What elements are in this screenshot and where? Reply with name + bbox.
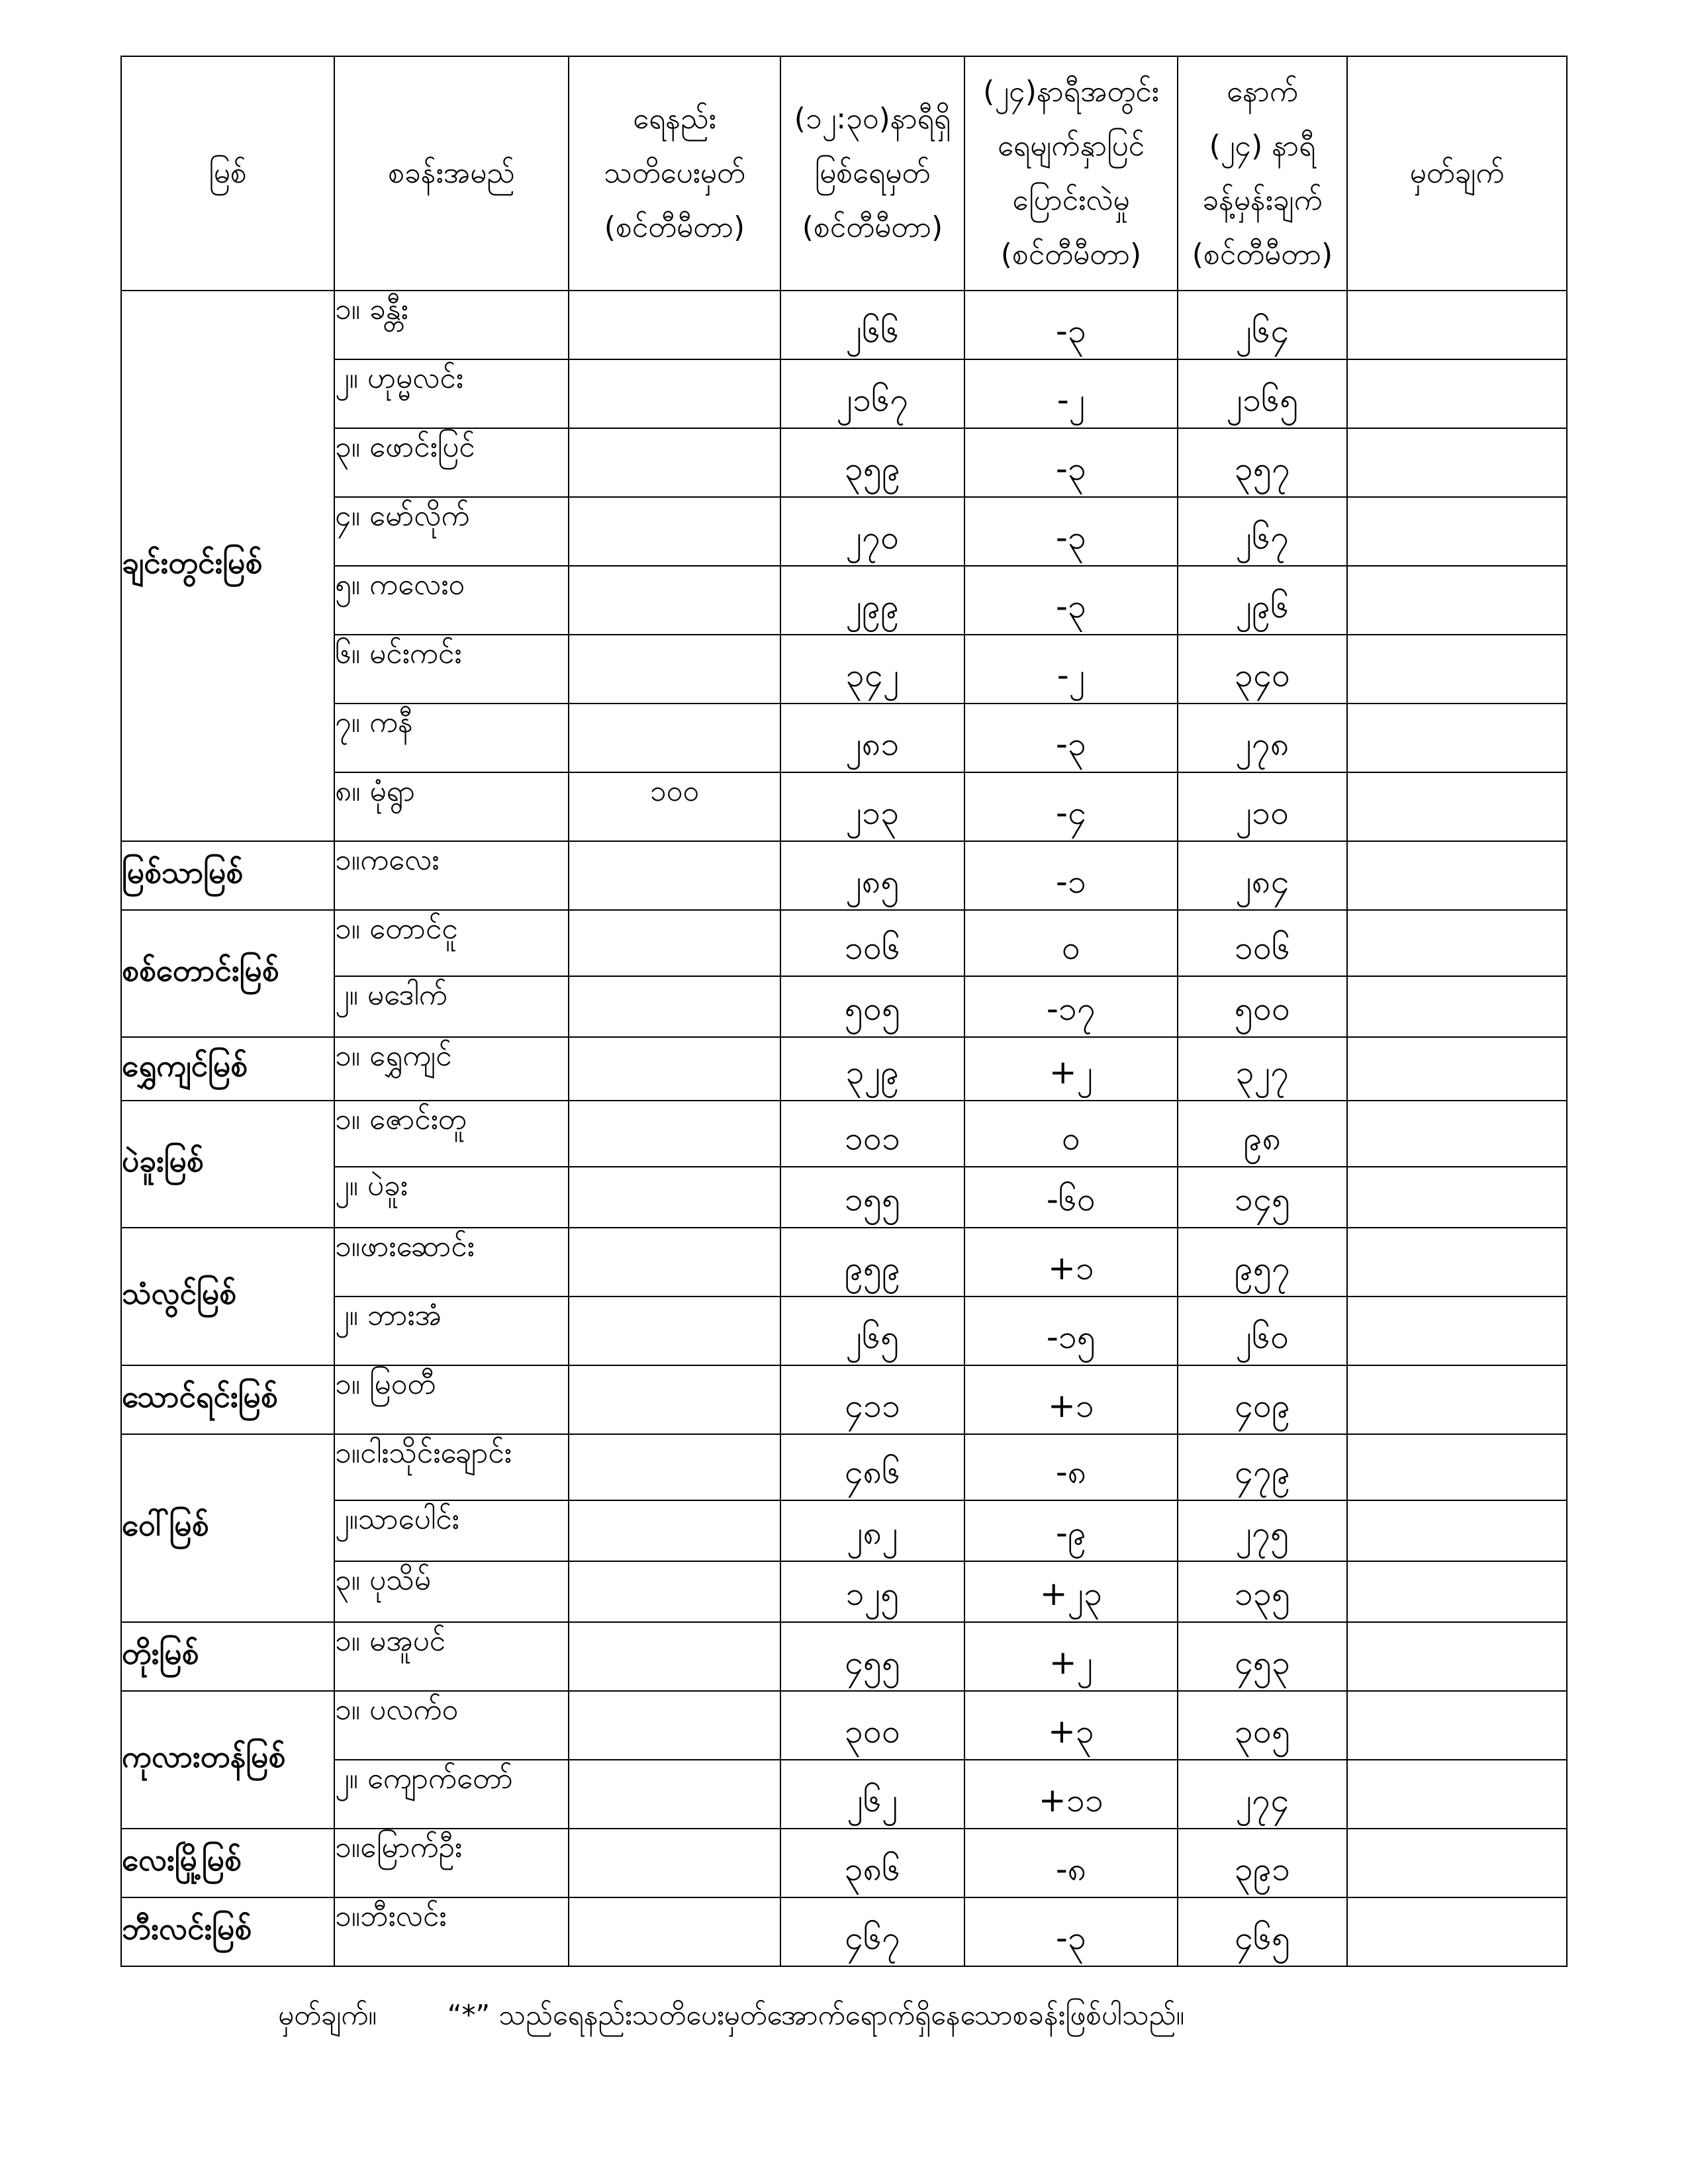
station-cell: ၁။ ဇောင်းတူ: [334, 1101, 569, 1167]
header-level: (၁၂:၃၀)နာရီရှိ မြစ်ရေမှတ် (စင်တီမီတာ): [780, 56, 964, 291]
forecast-cell: ၂၁၀: [1178, 772, 1347, 841]
table-row: [121, 291, 1567, 359]
warning-cell: [569, 428, 780, 497]
level-cell: ၅၀၅: [780, 976, 964, 1037]
footnote-label: မှတ်ချက်။: [278, 1999, 377, 2031]
warning-cell: [569, 1829, 780, 1897]
level-cell: ၃၀၀: [780, 1691, 964, 1760]
forecast-cell: ၅၀၀: [1178, 976, 1347, 1037]
station-cell: ၁။ ပလက်ဝ: [334, 1691, 569, 1760]
level-cell: ၁၂၅: [780, 1561, 964, 1622]
station-cell: ၈။ မုံရွာ: [334, 772, 569, 841]
station-cell: ၆။ မင်းကင်း: [334, 635, 569, 704]
table-row: [121, 566, 1567, 635]
warning-cell: [569, 566, 780, 635]
forecast-cell: ၉၅၇: [1178, 1228, 1347, 1297]
station-cell: ၂။ မဒေါက်: [334, 976, 569, 1037]
level-cell: ၉၅၉: [780, 1228, 964, 1297]
forecast-cell: ၁၄၅: [1178, 1167, 1347, 1228]
level-cell: ၁၀၆: [780, 910, 964, 976]
forecast-cell: ၄၀၉: [1178, 1365, 1347, 1434]
remark-cell: [1347, 1434, 1567, 1500]
remark-cell: [1347, 428, 1567, 497]
station-cell: ၁။ဖားဆောင်း: [334, 1228, 569, 1297]
change-cell: -၂: [964, 359, 1178, 428]
level-cell: ၂၇၀: [780, 497, 964, 566]
warning-cell: [569, 1434, 780, 1500]
level-cell: ၄၅၅: [780, 1622, 964, 1691]
river-name-cell: စစ်တောင်းမြစ်: [121, 910, 334, 1037]
change-cell: +၂: [964, 1037, 1178, 1101]
forecast-cell: ၂၇၈: [1178, 704, 1347, 772]
remark-cell: [1347, 497, 1567, 566]
table-row: [121, 1167, 1567, 1228]
forecast-cell: ၁၀၆: [1178, 910, 1347, 976]
table-row: [121, 635, 1567, 704]
warning-cell: [569, 1622, 780, 1691]
change-cell: +၂: [964, 1622, 1178, 1691]
change-cell: -၁: [964, 841, 1178, 910]
change-cell: -၃: [964, 1897, 1178, 1966]
river-name-cell: ဝေါ်မြစ်: [121, 1434, 334, 1622]
table-row: [121, 1101, 1567, 1167]
level-cell: ၂၆၅: [780, 1297, 964, 1365]
table-row: [121, 910, 1567, 976]
warning-cell: [569, 1500, 780, 1561]
forecast-cell: ၉၈: [1178, 1101, 1347, 1167]
header-change: (၂၄)နာရီအတွင်း ရေမျက်နှာပြင် ပြောင်းလဲမှု (စင်တီမီတာ): [964, 56, 1178, 291]
level-cell: ၂၆၂: [780, 1760, 964, 1829]
remark-cell: [1347, 1897, 1567, 1966]
forecast-cell: ၂၆၇: [1178, 497, 1347, 566]
station-cell: ၃။ ဖောင်းပြင်: [334, 428, 569, 497]
level-cell: ၂၈၅: [780, 841, 964, 910]
station-cell: ၁။ဘီးလင်း: [334, 1897, 569, 1966]
forecast-cell: ၄၇၉: [1178, 1434, 1347, 1500]
level-cell: ၁၅၅: [780, 1167, 964, 1228]
level-cell: ၂၆၆: [780, 291, 964, 359]
river-name-cell: ပဲခူးမြစ်: [121, 1101, 334, 1228]
remark-cell: [1347, 1228, 1567, 1297]
warning-cell: [569, 1897, 780, 1966]
station-cell: ၁။ငါးသိုင်းချောင်း: [334, 1434, 569, 1500]
station-cell: ၂။ ဘားအံ: [334, 1297, 569, 1365]
table-body: [121, 291, 1567, 1966]
forecast-cell: ၂၈၄: [1178, 841, 1347, 910]
header-station: စခန်းအမည်: [334, 56, 569, 291]
forecast-cell: ၃၅၇: [1178, 428, 1347, 497]
remark-cell: [1347, 1101, 1567, 1167]
level-cell: ၂၁၆၇: [780, 359, 964, 428]
warning-cell: [569, 1760, 780, 1829]
station-cell: ၁။ မြဝတီ: [334, 1365, 569, 1434]
station-cell: ၁။မြောက်ဦး: [334, 1829, 569, 1897]
warning-cell: [569, 1297, 780, 1365]
table-row: [121, 1561, 1567, 1622]
warning-cell: [569, 1101, 780, 1167]
header-remark: မှတ်ချက်: [1347, 56, 1567, 291]
remark-cell: [1347, 291, 1567, 359]
warning-cell: [569, 1365, 780, 1434]
level-cell: ၁၀၁: [780, 1101, 964, 1167]
table-row: [121, 1228, 1567, 1297]
remark-cell: [1347, 910, 1567, 976]
remark-cell: [1347, 1500, 1567, 1561]
forecast-cell: ၂၇၄: [1178, 1760, 1347, 1829]
remark-cell: [1347, 359, 1567, 428]
river-name-cell: ချင်းတွင်းမြစ်: [121, 291, 334, 841]
river-name-cell: မြစ်သာမြစ်: [121, 841, 334, 910]
header-river: မြစ်: [121, 56, 334, 291]
station-cell: ၂။ ပဲခူး: [334, 1167, 569, 1228]
remark-cell: [1347, 1561, 1567, 1622]
level-cell: ၂၉၉: [780, 566, 964, 635]
table-row: [121, 1365, 1567, 1434]
table-row: [121, 772, 1567, 841]
table-row: [121, 976, 1567, 1037]
change-cell: +၁၁: [964, 1760, 1178, 1829]
forecast-cell: ၄၆၅: [1178, 1897, 1347, 1966]
river-name-cell: လေးမြို့မြစ်: [121, 1829, 334, 1897]
warning-cell: [569, 910, 780, 976]
table-row: [121, 1622, 1567, 1691]
table-row: [121, 1500, 1567, 1561]
warning-cell: [569, 1691, 780, 1760]
remark-cell: [1347, 1365, 1567, 1434]
station-cell: ၂။ ဟုမ္မလင်း: [334, 359, 569, 428]
change-cell: +၁: [964, 1228, 1178, 1297]
remark-cell: [1347, 1167, 1567, 1228]
remark-cell: [1347, 1760, 1567, 1829]
warning-cell: ၁၀၀: [569, 772, 780, 841]
change-cell: +၂၃: [964, 1561, 1178, 1622]
station-cell: ၁။ကလေး: [334, 841, 569, 910]
warning-cell: [569, 1228, 780, 1297]
level-cell: ၄၁၁: [780, 1365, 964, 1434]
warning-cell: [569, 1037, 780, 1101]
change-cell: ၀: [964, 1101, 1178, 1167]
table-row: [121, 1691, 1567, 1760]
remark-cell: [1347, 772, 1567, 841]
change-cell: -၉: [964, 1500, 1178, 1561]
footnote: [278, 1997, 1184, 2038]
table-row: [121, 704, 1567, 772]
change-cell: -၆၀: [964, 1167, 1178, 1228]
forecast-cell: ၁၃၅: [1178, 1561, 1347, 1622]
footnote-text: “*” သည်ရေနည်းသတိပေးမှတ်အောက်ရောက်ရှိနေသောစခန်းဖြစ်ပါသည်။: [447, 1999, 1185, 2031]
forecast-cell: ၄၅၃: [1178, 1622, 1347, 1691]
forecast-cell: ၂၆၀: [1178, 1297, 1347, 1365]
table-row: [121, 359, 1567, 428]
remark-cell: [1347, 635, 1567, 704]
river-name-cell: ဘီးလင်းမြစ်: [121, 1897, 334, 1966]
change-cell: -၂: [964, 635, 1178, 704]
change-cell: +၃: [964, 1691, 1178, 1760]
river-name-cell: သောင်ရင်းမြစ်: [121, 1365, 334, 1434]
warning-cell: [569, 1167, 780, 1228]
warning-cell: [569, 1561, 780, 1622]
forecast-cell: ၂၇၅: [1178, 1500, 1347, 1561]
station-cell: ၁။ မအူပင်: [334, 1622, 569, 1691]
remark-cell: [1347, 1829, 1567, 1897]
remark-cell: [1347, 1691, 1567, 1760]
table-row: [121, 1434, 1567, 1500]
level-cell: ၃၄၂: [780, 635, 964, 704]
forecast-cell: ၂၉၆: [1178, 566, 1347, 635]
station-cell: ၄။ မော်လိုက်: [334, 497, 569, 566]
river-name-cell: ကုလားတန်မြစ်: [121, 1691, 334, 1829]
station-cell: ၇။ ကနီ: [334, 704, 569, 772]
change-cell: -၈: [964, 1434, 1178, 1500]
remark-cell: [1347, 1297, 1567, 1365]
river-name-cell: တိုးမြစ်: [121, 1622, 334, 1691]
station-cell: ၃။ ပုသိမ်: [334, 1561, 569, 1622]
table-row: [121, 1760, 1567, 1829]
table-row: [121, 1037, 1567, 1101]
station-cell: ၂။သာပေါင်း: [334, 1500, 569, 1561]
change-cell: -၈: [964, 1829, 1178, 1897]
remark-cell: [1347, 1037, 1567, 1101]
warning-cell: [569, 704, 780, 772]
river-level-table: [120, 56, 1568, 1967]
station-cell: ၁။ ရွှေကျင်: [334, 1037, 569, 1101]
level-cell: ၂၁၃: [780, 772, 964, 841]
river-name-cell: သံလွင်မြစ်: [121, 1228, 334, 1365]
table-row: [121, 1829, 1567, 1897]
change-cell: +၁: [964, 1365, 1178, 1434]
change-cell: -၃: [964, 704, 1178, 772]
forecast-cell: ၃၀၅: [1178, 1691, 1347, 1760]
forecast-cell: ၃၉၁: [1178, 1829, 1347, 1897]
remark-cell: [1347, 841, 1567, 910]
warning-cell: [569, 635, 780, 704]
remark-cell: [1347, 1622, 1567, 1691]
warning-cell: [569, 976, 780, 1037]
warning-cell: [569, 359, 780, 428]
river-name-cell: ရွှေကျင်မြစ်: [121, 1037, 334, 1101]
change-cell: -၄: [964, 772, 1178, 841]
table-row: [121, 841, 1567, 910]
remark-cell: [1347, 566, 1567, 635]
header-forecast: နောက် (၂၄) နာရီ ခန့်မှန်းချက် (စင်တီမီတာ): [1178, 56, 1347, 291]
level-cell: ၃၅၉: [780, 428, 964, 497]
change-cell: -၃: [964, 566, 1178, 635]
warning-cell: [569, 841, 780, 910]
level-cell: ၃၈၆: [780, 1829, 964, 1897]
level-cell: ၃၂၉: [780, 1037, 964, 1101]
warning-cell: [569, 497, 780, 566]
forecast-cell: ၂၆၄: [1178, 291, 1347, 359]
change-cell: -၃: [964, 428, 1178, 497]
station-cell: ၁။ တောင်ငူ: [334, 910, 569, 976]
table-row: [121, 428, 1567, 497]
change-cell: -၁၅: [964, 1297, 1178, 1365]
forecast-cell: ၂၁၆၅: [1178, 359, 1347, 428]
table-row: [121, 497, 1567, 566]
table-row: [121, 1897, 1567, 1966]
level-cell: ၄၆၇: [780, 1897, 964, 1966]
header-warning: ရေနည်း သတိပေးမှတ် (စင်တီမီတာ): [569, 56, 780, 291]
forecast-cell: ၃၂၇: [1178, 1037, 1347, 1101]
station-cell: ၁။ ခန္တီး: [334, 291, 569, 359]
station-cell: ၂။ ကျောက်တော်: [334, 1760, 569, 1829]
change-cell: -၁၇: [964, 976, 1178, 1037]
table-row: [121, 1297, 1567, 1365]
remark-cell: [1347, 704, 1567, 772]
change-cell: ၀: [964, 910, 1178, 976]
remark-cell: [1347, 976, 1567, 1037]
level-cell: ၂၈၁: [780, 704, 964, 772]
level-cell: ၂၈၂: [780, 1500, 964, 1561]
change-cell: -၃: [964, 497, 1178, 566]
forecast-cell: ၃၄၀: [1178, 635, 1347, 704]
warning-cell: [569, 291, 780, 359]
header-row: [121, 56, 1567, 291]
level-cell: ၄၈၆: [780, 1434, 964, 1500]
change-cell: -၃: [964, 291, 1178, 359]
station-cell: ၅။ ကလေးဝ: [334, 566, 569, 635]
